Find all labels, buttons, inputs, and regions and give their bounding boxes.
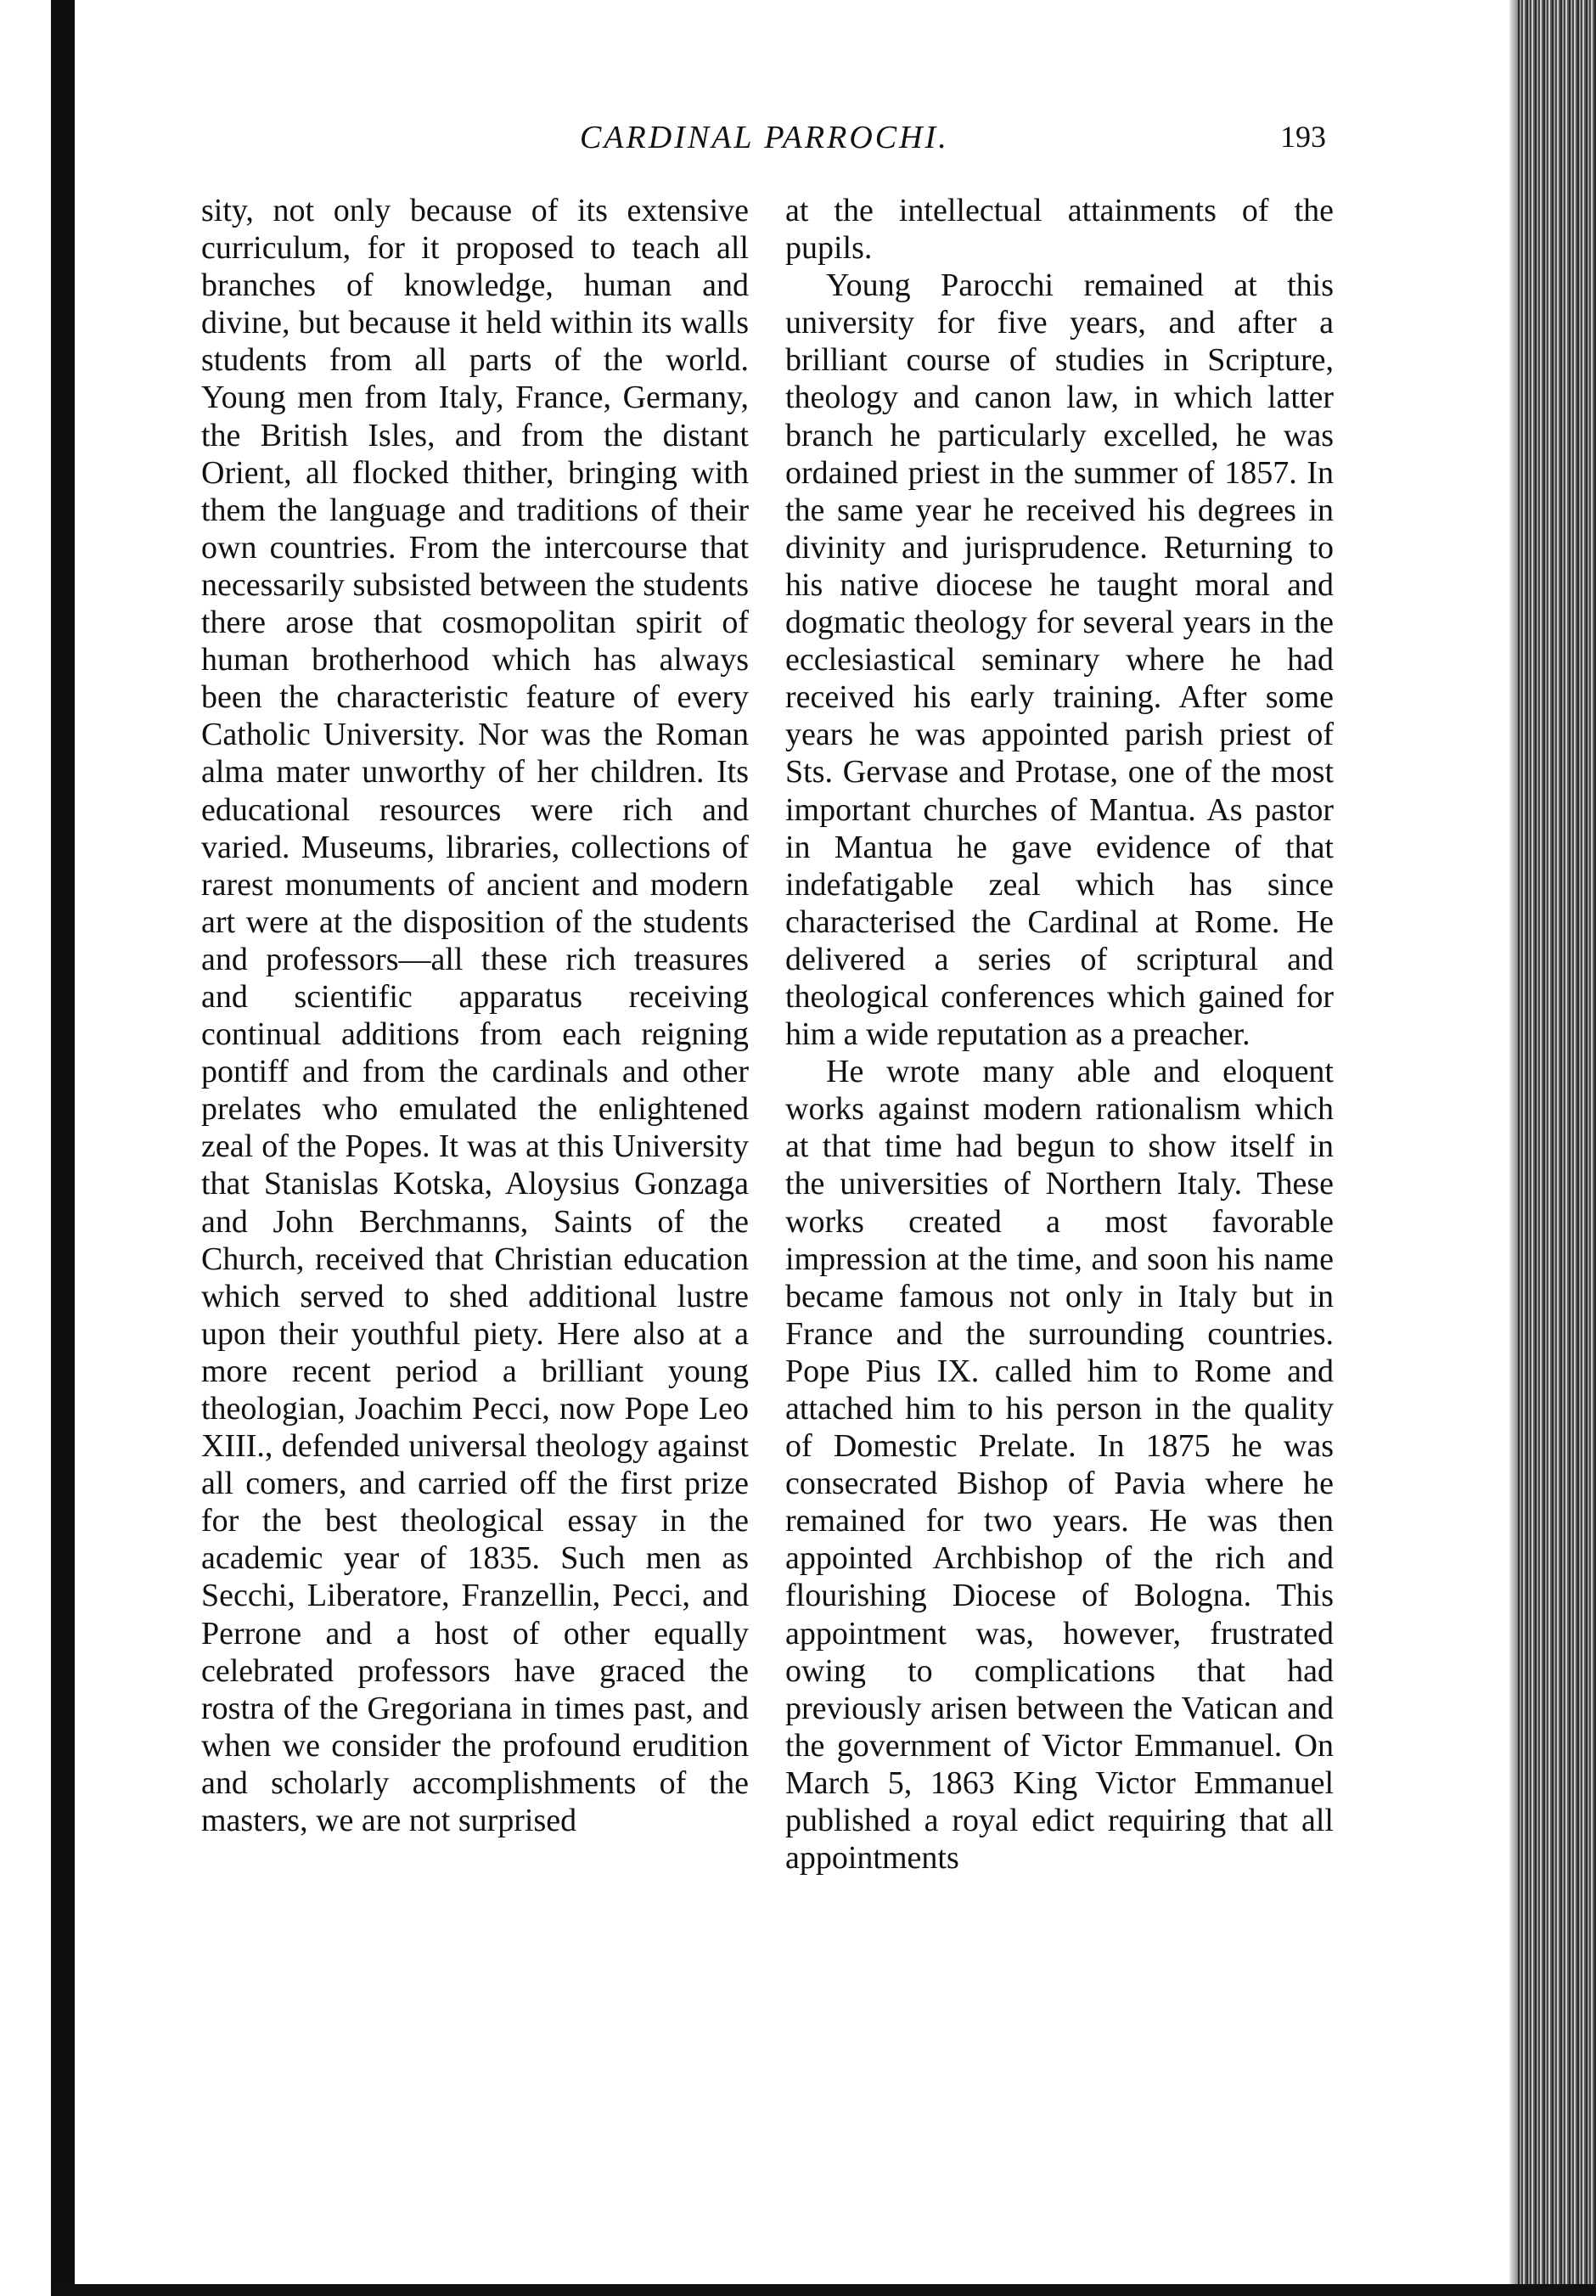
right-paragraph-2: Young Parocchi remained at this university for five years, and after a brilliant course of studies in Scripture, theology and canon law, in which latter branch he particularly excelled, he was ordained priest in the summer of 1857. In the same year he received his degrees in divinity and jurisprudence. Returning to his native diocese he taught moral and dogmatic theology for several years in the ecclesiastical seminary where he had received his early training. After some years he was appointed parish priest of Sts. Gervase and Protase, one of the most important churches of Mantua. As pastor in Mantua he gave evidence of that indefatigable zeal which has since characterised the Cardinal at Rome. He delivered a series of scriptural and theological conferences which gained for him a wide reputation as a preacher. [785, 267, 1334, 1053]
scan-shadow-bottom [51, 2284, 1596, 2296]
right-text-column [785, 192, 1334, 1877]
right-paragraph-1: at the intellectual attainments of the pupils. [785, 193, 1334, 267]
page-edge-shade [1509, 0, 1518, 2296]
scan-shadow-left [51, 0, 75, 2296]
scan-margin-left [0, 0, 32, 2296]
left-paragraph-1: sity, not only because of its extensive curriculum, for it proposed to teach all branches of knowledge, human and divine, but because it held within its walls students from all parts of the world. Young men from Italy, France, Germany, the British Isles, and from the distant Orient, all flocked thither, bringing with them the language and traditions of their own countries. From the intercourse that necessarily subsisted between the students there arose that cosmopolitan spirit of human brotherhood which has always been the characteristic feature of every Catholic University. Nor was the Roman alma mater unworthy of her children. Its educational resources were rich and varied. Museums, libraries, collections of rarest monuments of ancient and modern art were at the disposition of the students and professors—all these rich treasures and scientific apparatus receiving continual additions from each reigning pontiff and from the cardinals and other prelates who emulated the enlightened zeal of the Popes. It was at this University that Stanislas Kotska, Aloysius Gonzaga and John Berchmanns, Saints of the Church, received that Christian education which served to shed additional lustre upon their youthful piety. Here also at a more recent period a brilliant young theologian, Joachim Pecci, now Pope Leo XIII., defended universal theology against all comers, and carried off the first prize for the best theological essay in the academic year of 1835. Such men as Secchi, Liberatore, Franzellin, Pecci, and Perrone and a host of other equally celebrated professors have graced the rostra of the Gregoriana in times past, and when we consider the profound erudition and scholarly accomplishments of the masters, we are not surprised [201, 193, 749, 1839]
left-text-column [201, 192, 749, 1839]
book-page-stack-edge [1518, 0, 1596, 2296]
page-number: 193 [1280, 120, 1326, 154]
running-title: CARDINAL PARROCHI. [580, 120, 949, 155]
right-paragraph-3: He wrote many able and eloquent works against modern rationalism which at that time had begun to show itself in the universities of Northern Italy. These works created a most favorable impression at the time, and soon his name became famous not only in Italy but in France and the surrounding countries. Pope Pius IX. called him to Rome and attached him to his person in the quality of Domestic Prelate. In 1875 he was consecrated Bishop of Pavia where he remained for two years. He was then appointed Archbishop of the rich and flourishing Diocese of Bologna. This appointment was, however, frustrated owing to complications that had previously arisen between the Vatican and the government of Victor Emmanuel. On March 5, 1863 King Victor Emmanuel published a royal edict requiring that all appointments [785, 1054, 1334, 1877]
